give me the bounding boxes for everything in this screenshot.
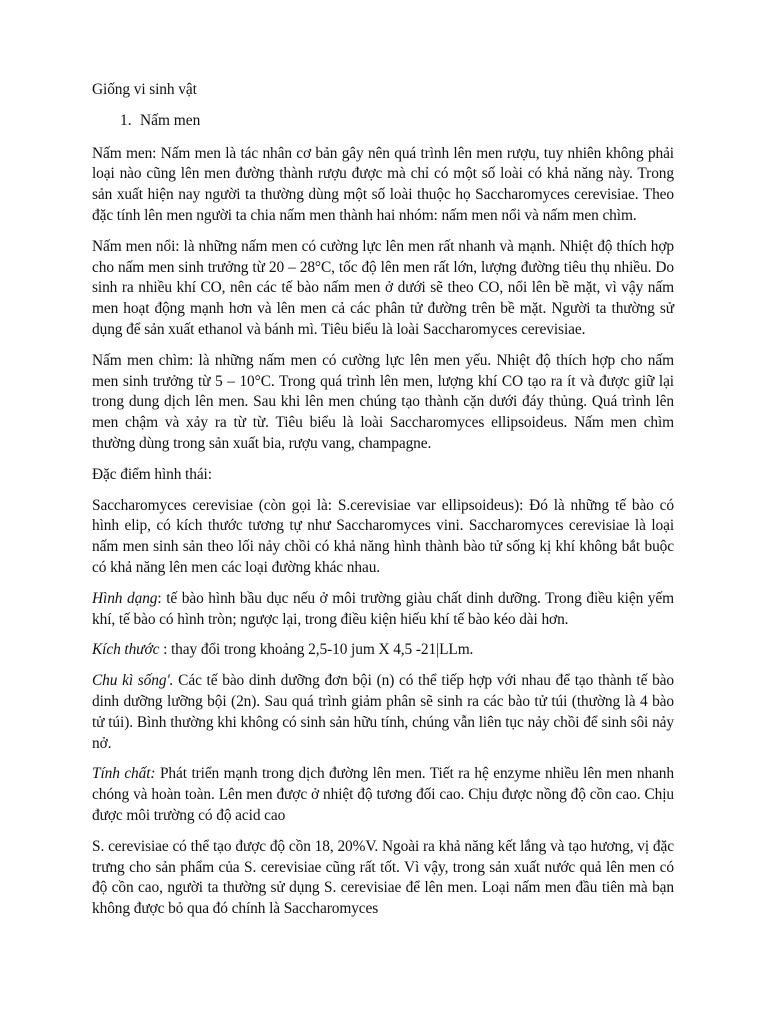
size-text: : thay đổi trong khoảng 2,5-10 jum X 4,5 -21|LLm. [159,641,474,659]
paragraph-bottom-yeast: Nấm men chìm: là những nấm men có cường lực lên men yếu. Nhiệt độ thích hợp cho nấm men sinh trưởng từ 5 – 10°C. Trong quá trình lên men, lượng khí CO tạo ra ít và được giữ lại trong dung dịch lên men. Sau khi lên men chúng tạo thành cặn dưới đáy thủng. Quá trình lên men chậm và xảy ra từ từ. Tiêu biểu là loài Saccharomyces ellipsoideus. Nấm men chìm thường dùng trong sản xuất bia, rượu vang, champagne. [92,351,674,452]
paragraph-top-yeast: Nấm men nổi: là những nấm men có cường lực lên men rất nhanh và mạnh. Nhiệt độ thích hợp cho nấm men sinh trưởng từ 20 – 28°C, tốc độ lên men rất lớn, lượng đường tiêu thụ nhiều. Do sinh ra nhiều khí CO, nên các tế bào nấm men ở dưới sẽ theo CO, nổi lên bề mặt, vì vậy nấm men hoạt động mạnh hơn và lên men cả các phân tử đường trên bề mặt. Người ta thường sử dụng để sản xuất ethanol và bánh mì. Tiêu biểu là loài Saccharomyces cerevisiae. [92,237,674,338]
document-page [92,80,674,951]
paragraph-life-cycle [92,671,674,754]
life-cycle-text: Các tế bào dinh dưỡng đơn bội (n) có thể tiếp hợp với nhau để tạo thành tế bào dinh dưỡng lưỡng bội (2n). Sau quá trình giảm phân sẽ sinh ra các bào tử túi (thường là 4 bào tử túi). Bình thường khi không có sinh sản hữu tính, chúng vẫn liên tục nảy chồi để sinh sôi nảy nở. [92,672,674,752]
paragraph-alcohol: S. cerevisiae có thể tạo được độ cồn 18, 20%V. Ngoài ra khả năng kết lắng và tạo hương, vị đặc trưng cho sản phẩm của S. cerevisiae cũng rất tốt. Vì vậy, trong sản xuất nước quả lên men có độ cồn cao, người ta thường sử dụng S. cerevisiae để lên men. Loại nấm men đầu tiên mà bạn không được bỏ qua đó chính là Saccharomyces [92,837,674,918]
paragraph-shape [92,589,674,631]
shape-text: : tế bào hình bầu dục nếu ở môi trường giàu chất dinh dưỡng. Trong điều kiện yếm khí, tế bào có hình tròn; ngược lại, trong điều kiện hiếu khí tế bào kéo dài hơn. [92,589,675,628]
section-title: Giống vi sinh vật [92,81,197,98]
shape-lead: Hình dạng [92,589,158,607]
properties-lead: Tính chất: [92,765,156,783]
list-number: 1. [120,111,132,129]
size-lead: Kích thước [92,641,160,659]
list-label: Nấm men [140,111,201,129]
paragraph-intro: Nấm men: Nấm men là tác nhân cơ bản gây nên quá trình lên men rượu, tuy nhiên không phải loại nào cũng lên men đường thành rượu được mà chỉ có một số loài có khả năng này. Trong sản xuất hiện nay người ta thường dùng một số loài thuộc họ Saccharomyces cerevisiae. Theo đặc tính lên men người ta chia nấm men thành hai nhóm: nấm men nổi và nấm men chìm. [92,144,674,224]
paragraph-size [92,640,674,661]
morphology-heading: Đặc điểm hình thái: [92,465,212,483]
life-cycle-lead: Chu kì sống'. [92,672,174,690]
paragraph-morphology-intro: Saccharomyces cerevisiae (còn gọi là: S.cerevisiae var ellipsoideus): Đó là những tế bào có hình elip, có kích thước tương tự như Saccharomyces vini. Saccharomyces cerevisiae là loại nấm men sinh sản theo lối nảy chồi có khả năng hình thành bào tử sống kị khí không bắt buộc có khả năng lên men các loại đường khác nhau. [92,496,674,576]
paragraph-properties [92,764,674,826]
list-item-yeast [120,111,674,132]
properties-text: Phát triển mạnh trong dịch đường lên men. Tiết ra hệ enzyme nhiều lên men nhanh chóng và hoàn toàn. Lên men được ở nhiệt độ tương đối cao. Chịu được nồng độ cồn cao. Chịu được môi trường có độ acid cao [92,765,675,824]
